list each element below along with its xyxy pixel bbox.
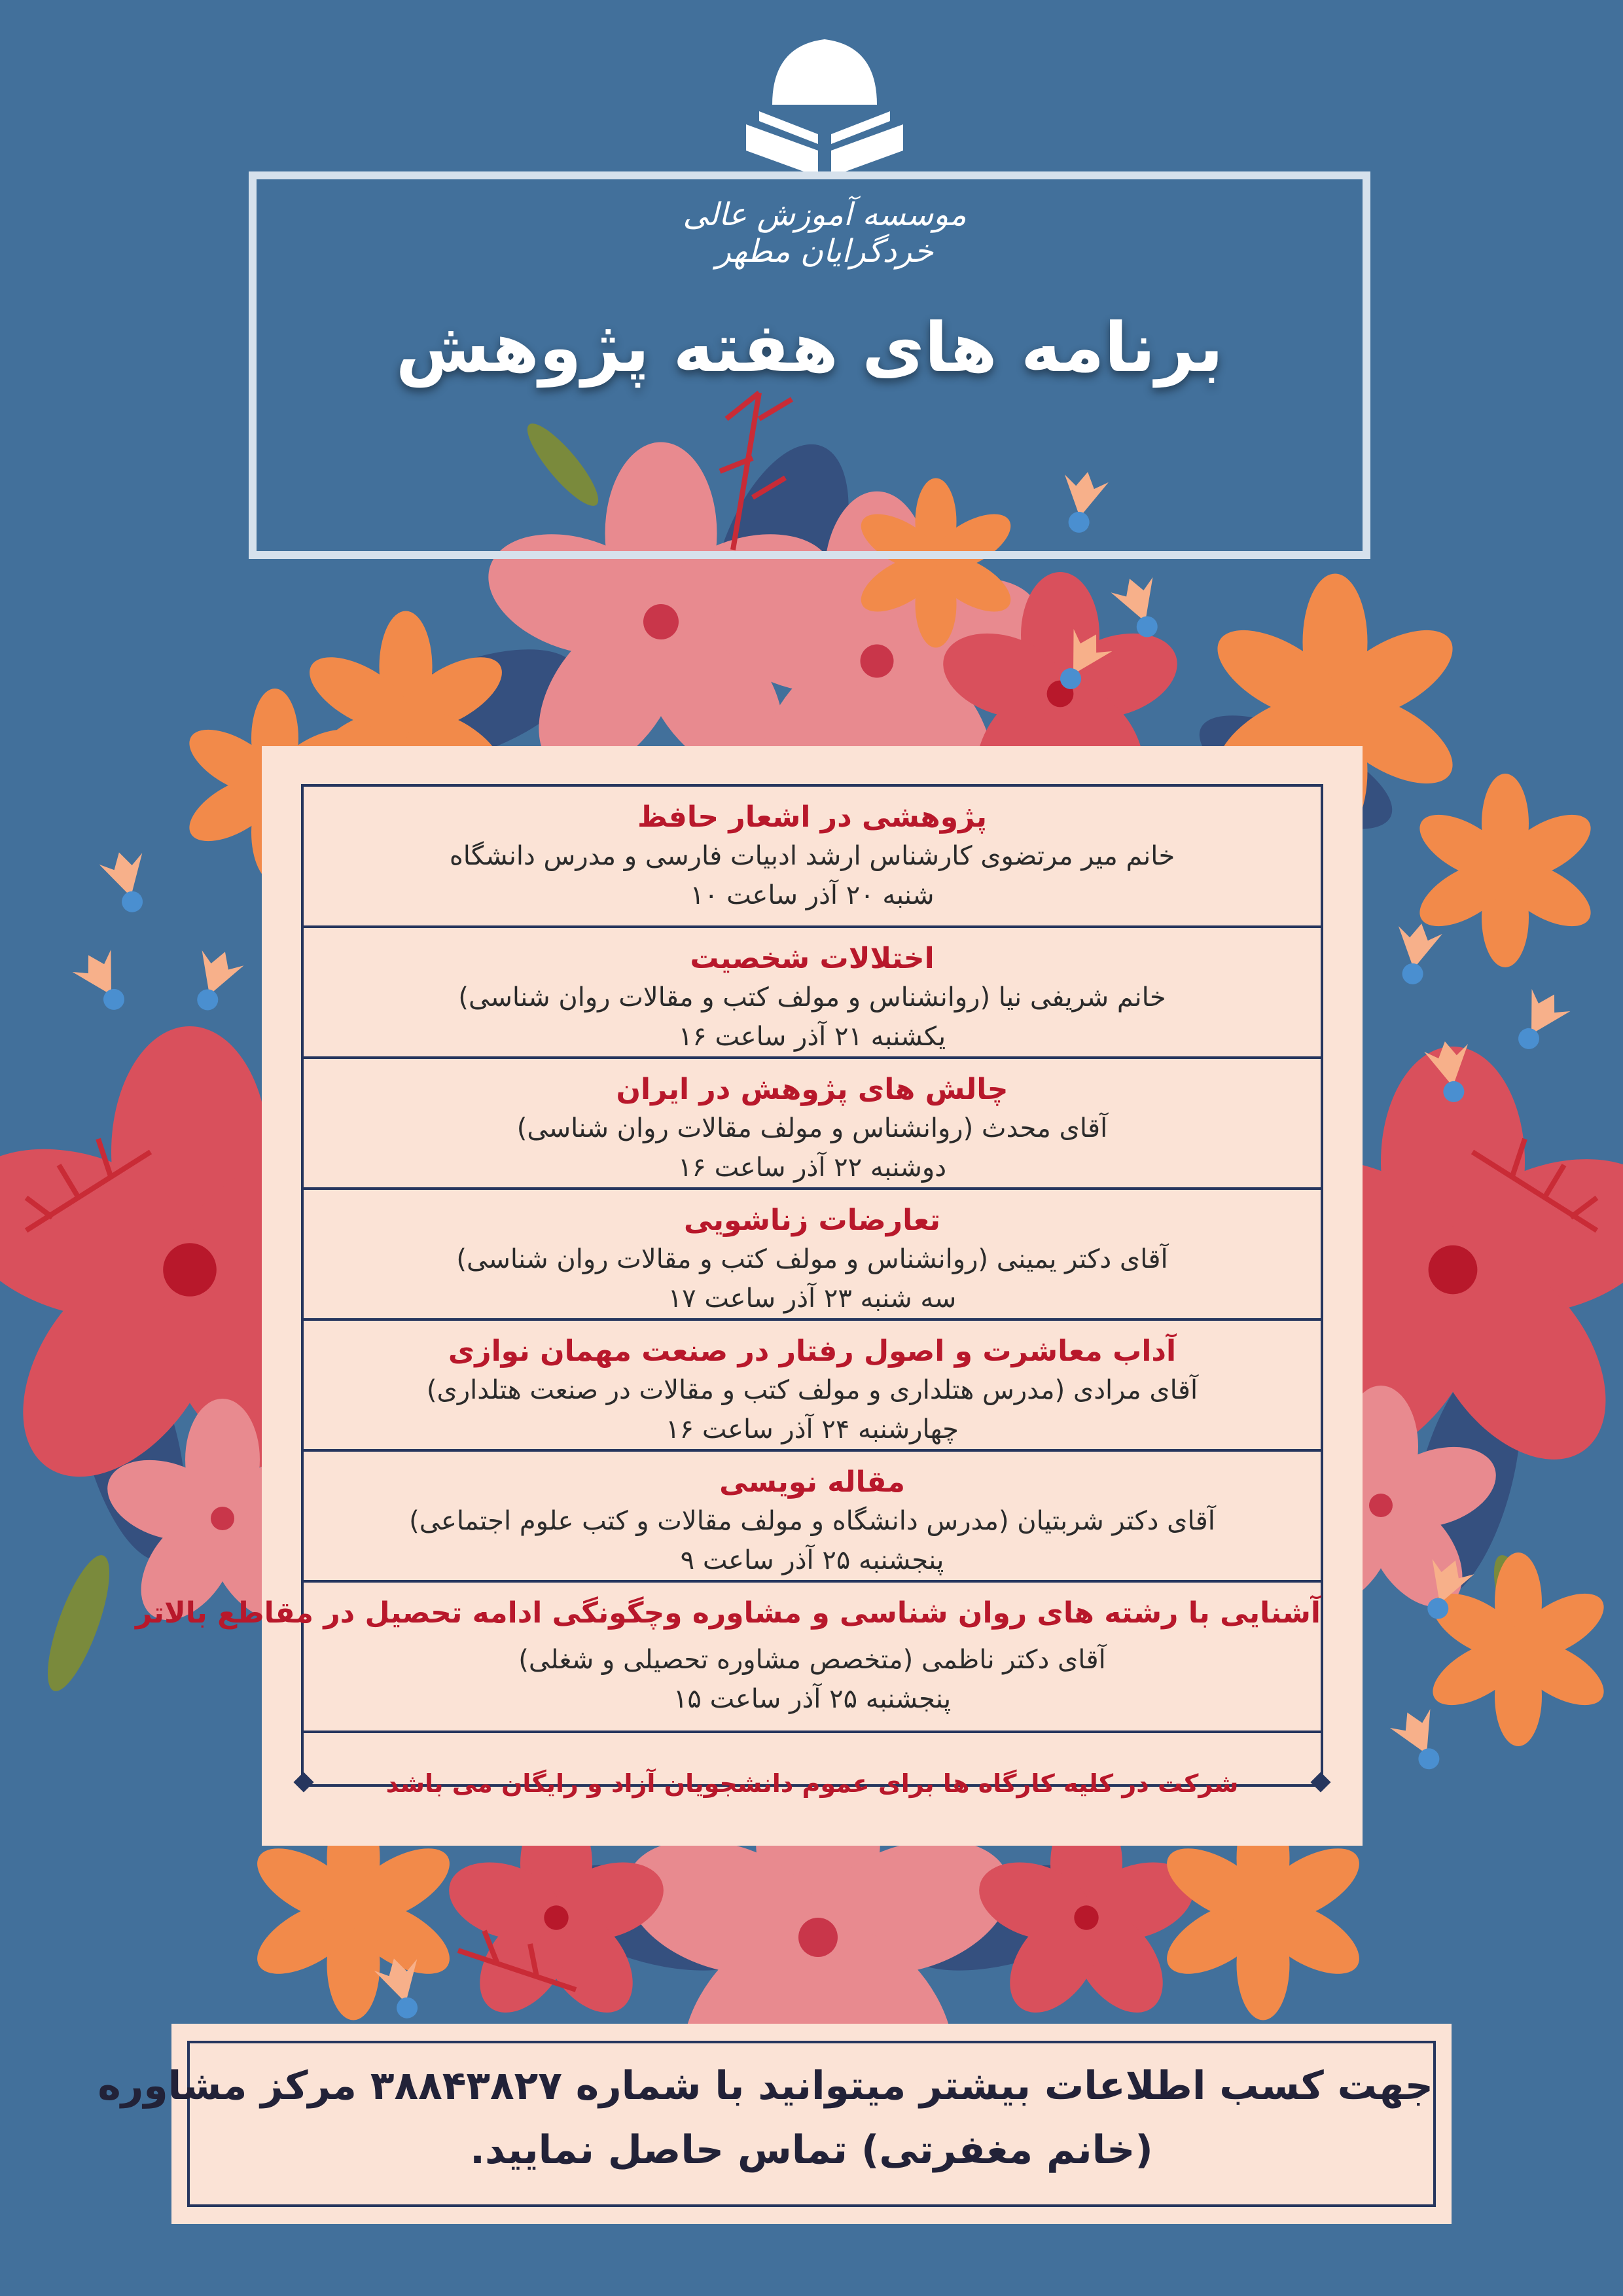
session-time: چهارشنبه ۲۴ آذر ساعت ۱۶ <box>666 1414 959 1444</box>
session-title: آشنایی با رشته های روان شناسی و مشاوره وچگونگی ادامه تحصیل در مقاطع بالاتر <box>135 1596 1321 1630</box>
session-time: دوشنبه ۲۲ آذر ساعت ۱۶ <box>677 1153 947 1183</box>
session-time: یکشنبه ۲۱ آذر ساعت ۱۶ <box>678 1022 946 1052</box>
session-title: اختلالات شخصیت <box>690 942 935 975</box>
schedule-table <box>135 784 1323 1787</box>
session-time: شنبه ۲۰ آذر ساعت ۱۰ <box>690 880 935 910</box>
contact-frame <box>98 2041 1436 2207</box>
session-speaker: خانم میر مرتضوی کارشناس ارشد ادبیات فارسی و مدرس دانشگاه <box>449 841 1175 871</box>
session-item <box>304 1321 1321 1452</box>
session-item <box>304 928 1321 1059</box>
session-item <box>304 1190 1321 1321</box>
session-speaker: آقای دکتر یمینی (روانشناس و مولف کتب و مقالات روان شناسی) <box>456 1244 1168 1274</box>
session-speaker: آقای مرادی (مدرس هتلداری و مولف کتب و مقالات در صنعت هتلداری) <box>426 1375 1198 1405</box>
session-title: چالش های پژوهش در ایران <box>616 1073 1008 1106</box>
schedule-card <box>135 746 1363 1846</box>
session-item <box>135 1583 1321 1733</box>
session-item <box>304 1059 1321 1190</box>
session-title: پژوهشی در اشعار حافظ <box>637 800 988 834</box>
session-item <box>304 787 1321 928</box>
session-speaker: آقای دکتر شربتیان (مدرس دانشگاه و مولف مقالات و کتب علوم اجتماعی) <box>409 1506 1215 1536</box>
session-title: تعارضات زناشویی <box>683 1204 941 1237</box>
session-speaker: آقای دکتر ناظمی (متخصص مشاوره تحصیلی و شغلی) <box>518 1645 1106 1675</box>
session-title: آداب معاشرت و اصول رفتار در صنعت مهمان نوازی <box>448 1335 1177 1368</box>
session-speaker: خانم شریفی نیا (روانشناس و مولف کتب و مقالات روان شناسی) <box>458 982 1166 1013</box>
page-title: برنامه های هفته پژوهش <box>395 308 1224 387</box>
contact-line-2: (خانم مغفرتی) تماس حاصل نمایید. <box>470 2127 1153 2173</box>
free-attendance-note: شرکت در کلیه کارگاه ها برای عموم دانشجویان آزاد و رایگان می باشد <box>385 1769 1239 1798</box>
session-time: سه شنبه ۲۳ آذر ساعت ۱۷ <box>668 1283 957 1314</box>
session-time: پنجشنبه ۲۵ آذر ساعت ۱۵ <box>673 1684 952 1714</box>
contact-line-1: جهت کسب اطلاعات بیشتر میتوانید با شماره ۳۸۸۴۳۸۲۷ مرکز مشاوره <box>98 2063 1433 2109</box>
session-item <box>304 1452 1321 1583</box>
contact-box <box>98 2024 1452 2224</box>
institute-name: موسسه آموزش عالی خردگرایان مطهر <box>683 196 967 270</box>
session-time: پنجشنبه ۲۵ آذر ساعت ۹ <box>680 1545 944 1575</box>
session-title: مقاله نویسی <box>719 1465 905 1499</box>
institute-logo-icon <box>720 26 929 177</box>
session-speaker: آقای محدث (روانشناس و مولف مقالات روان شناسی) <box>516 1113 1108 1143</box>
